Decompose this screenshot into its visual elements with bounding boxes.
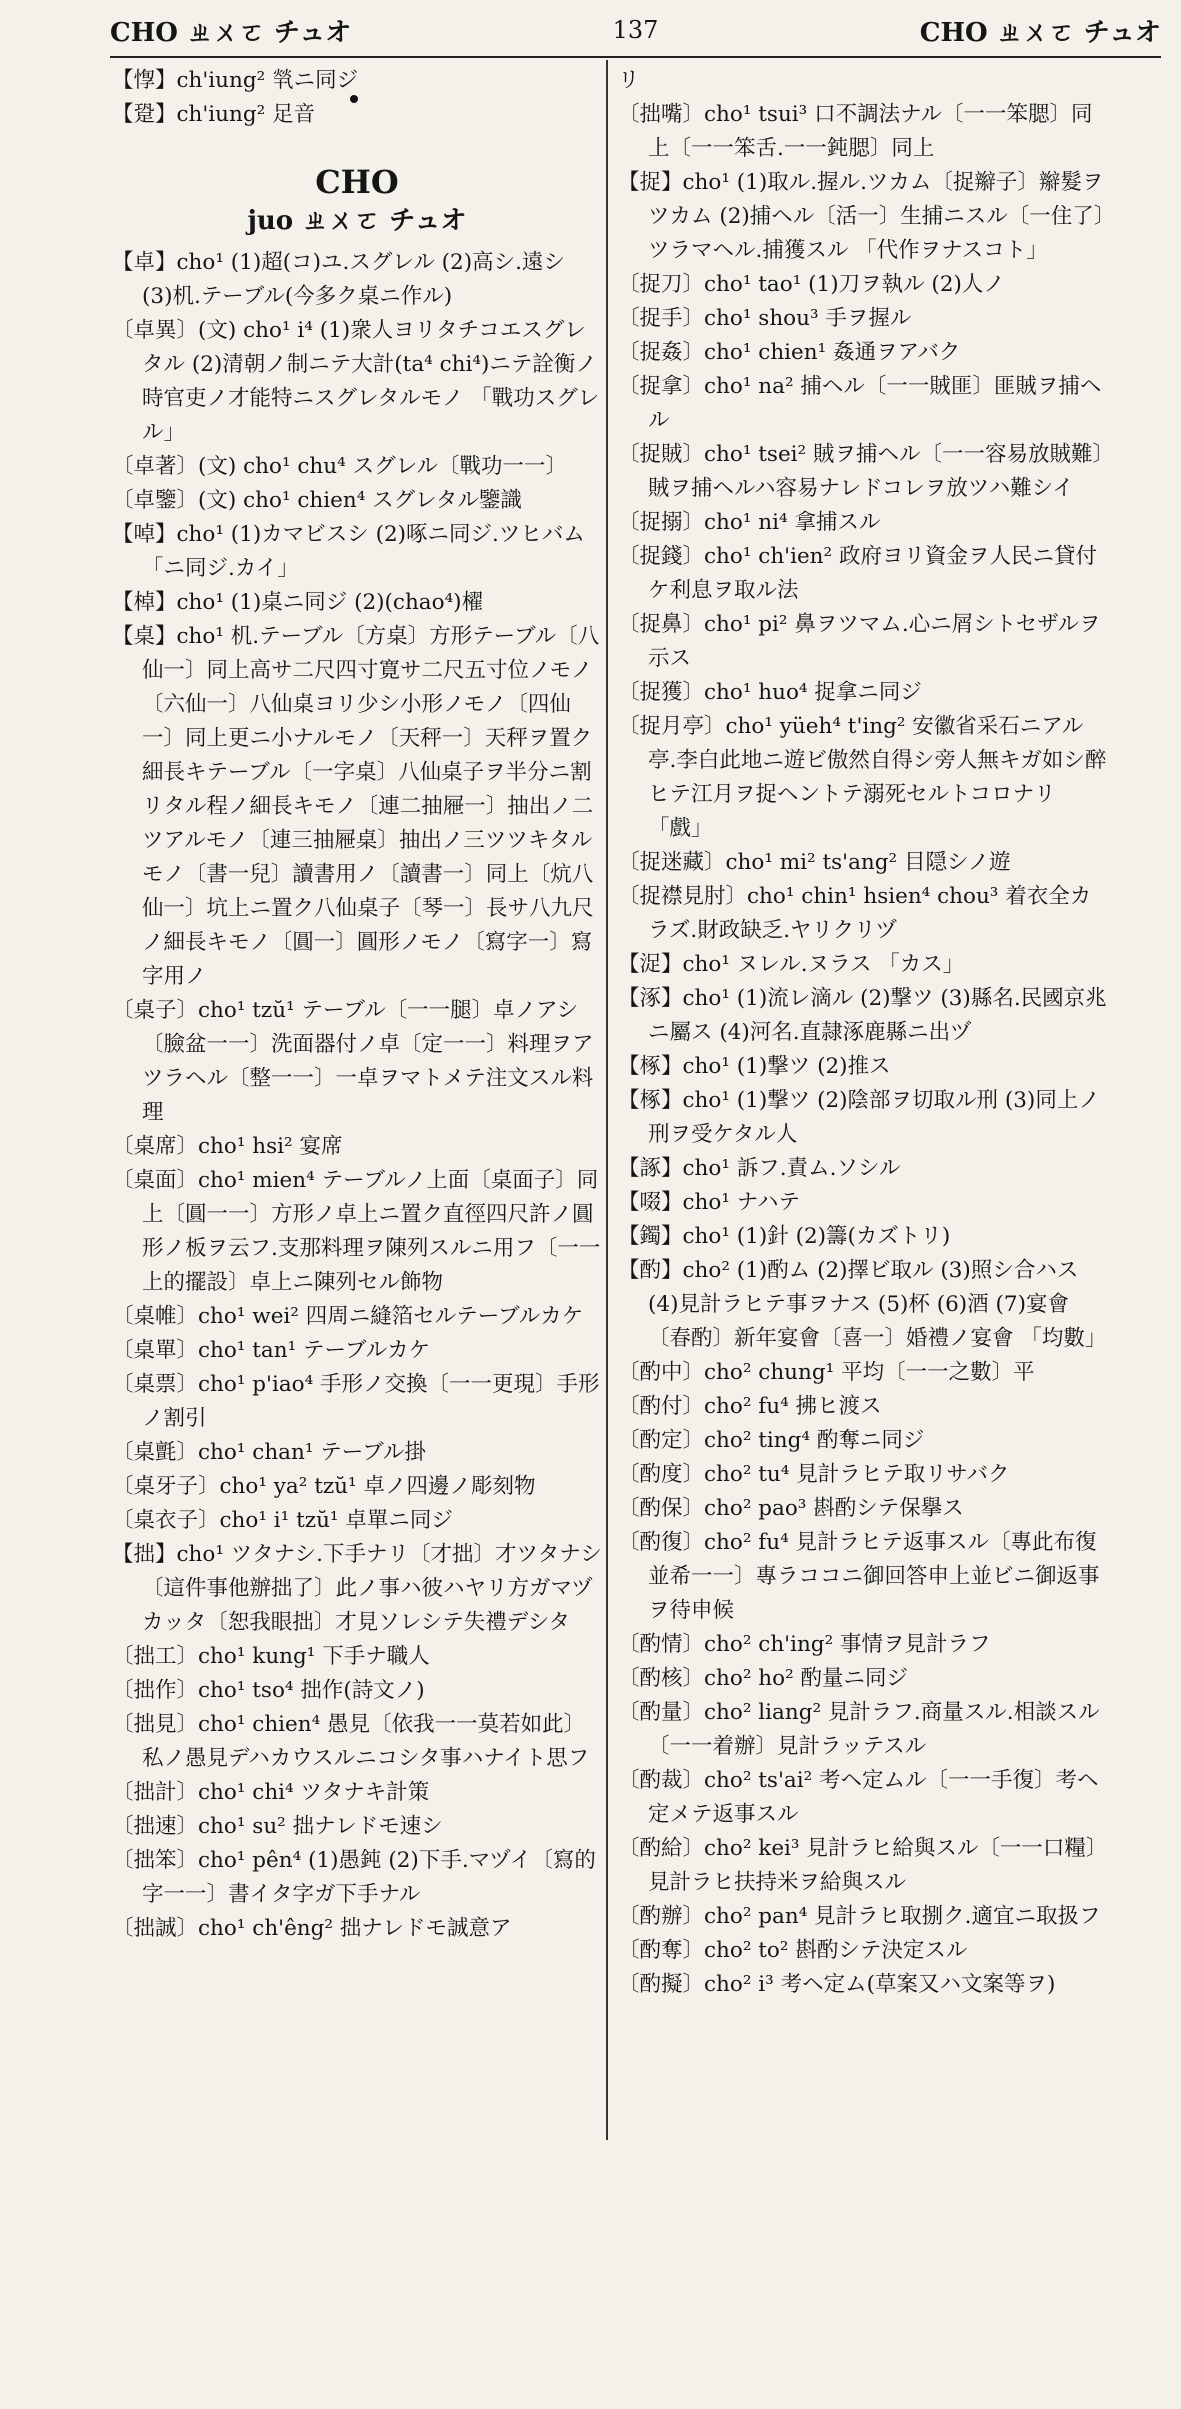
dictionary-entry: 〔拙笨〕cho¹ pên⁴ (1)愚鈍 (2)下手.マヅイ〔寫的字一一〕書イタ字ガ下手ナル <box>112 1848 596 1907</box>
dictionary-entry: 【酌】cho² (1)酌ム (2)擇ビ取ル (3)照シ合ハス (4)見計ラヒテ事ヲナス (5)杯 (6)酒 (7)宴會〔春酌〕新年宴會〔喜一〕婚禮ノ宴會 「均數」 <box>618 1258 1107 1351</box>
dictionary-entry: 〔捉刀〕cho¹ tao¹ (1)刀ヲ執ル (2)人ノ <box>618 272 1005 297</box>
dictionary-entry: 【拙】cho¹ ツタナシ.下手ナリ〔才拙〕才ツタナシ〔這件事他辦拙了〕此ノ事ハ彼ハヤリ方ガマヅカッタ〔恕我眼拙〕才見ソレシテ失禮デシタ <box>112 1542 602 1635</box>
dictionary-entry: 【涿】cho¹ (1)流レ滴ル (2)撃ツ (3)縣名.民國京兆ニ屬ス (4)河名.直隷涿鹿縣ニ出ヅ <box>618 986 1107 1045</box>
dictionary-entry: 〔拙作〕cho¹ tso⁴ 拙作(詩文ノ) <box>112 1678 425 1703</box>
dictionary-entry: 〔桌衣子〕cho¹ i¹ tzŭ¹ 卓單ニ同ジ <box>112 1508 453 1533</box>
dictionary-entry: リ <box>618 68 640 93</box>
section-subtitle: juo ㄓㄨㄛ チュオ <box>247 206 467 236</box>
dictionary-entry: 〔桌帷〕cho¹ wei² 四周ニ縫箔セルテーブルカケ <box>112 1304 584 1329</box>
dictionary-entry: 〔酌量〕cho² liang² 見計ラフ.商量スル.相談スル〔一一着辦〕見計ラッテスル <box>618 1700 1100 1759</box>
dictionary-entry: 〔拙工〕cho¹ kung¹ 下手ナ職人 <box>112 1644 430 1669</box>
header-left: CHO ㄓㄨㄛ チュオ <box>110 17 352 48</box>
dictionary-entry: 【桌】cho¹ 机.テーブル〔方桌〕方形テーブル〔八仙一〕同上高サ二尺四寸寛サ二尺五寸位ノモノ〔六仙一〕八仙桌ヨリ少シ小形ノモノ〔四仙一〕同上更ニ小ナルモノ〔天秤一〕天秤ヲ置ク細長キテーブル〔一字桌〕八仙桌子ヲ半分ニ割リタル程ノ細長キモノ〔連二抽屜一〕抽出ノ二ツアルモノ〔連三抽屜桌〕抽出ノ三ツツキタルモノ〔書一兒〕讀書用ノ〔讀書一〕同上〔炕八仙一〕坑上ニ置ク八仙桌子〔琴一〕長サ八九尺ノ細長キモノ〔圓一〕圓形ノモノ〔寫字一〕寫字用ノ <box>112 624 600 989</box>
right-column <box>618 64 1108 2002</box>
dictionary-entry: 〔桌子〕cho¹ tzŭ¹ テーブル〔一一腿〕卓ノアシ〔臉盆一一〕洗面器付ノ卓〔定一一〕料理ヲアツラヘル〔整一一〕一卓ヲマトメテ注文スル料理 <box>112 998 594 1125</box>
dictionary-entry: 【椓】cho¹ (1)撃ツ (2)推ス <box>618 1054 891 1079</box>
section-title: CHO <box>315 163 399 201</box>
dictionary-entry: 〔酌付〕cho² fu⁴ 拂ヒ渡ス <box>618 1394 882 1419</box>
dictionary-entry: 〔卓鑒〕(文) cho¹ chien⁴ スグレタル鑒識 <box>112 488 522 513</box>
dictionary-entry: 【椓】cho¹ (1)撃ツ (2)陰部ヲ切取ル刑 (3)同上ノ刑ヲ受ケタル人 <box>618 1088 1100 1147</box>
dictionary-entry: 〔拙誠〕cho¹ ch'êng² 拙ナレドモ誠意ア <box>112 1916 512 1941</box>
dictionary-entry: 〔桌票〕cho¹ p'iao⁴ 手形ノ交換〔一一更現〕手形ノ割引 <box>112 1372 600 1431</box>
dictionary-entry: 【啜】cho¹ ナハテ <box>618 1190 800 1215</box>
dictionary-entry: 〔酌辦〕cho² pan⁴ 見計ラヒ取捌ク.適宜ニ取扱フ <box>618 1904 1101 1929</box>
dictionary-entry: 〔酌復〕cho² fu⁴ 見計ラヒテ返事スル〔專此布復並希一一〕專ラココニ御回答申上並ビニ御返事ヲ待申候 <box>618 1530 1100 1623</box>
dictionary-entry: 【浞】cho¹ ヌレル.ヌラス 「カス」 <box>618 952 965 977</box>
header-right: CHO ㄓㄨㄛ チュオ <box>919 17 1161 48</box>
dictionary-entry: 〔捉獲〕cho¹ huo⁴ 捉拿ニ同ジ <box>618 680 922 705</box>
dictionary-entry: 【跫】ch'iung² 足音 <box>112 102 316 127</box>
dictionary-entry: 【惸】ch'iung² 㷀ニ同ジ <box>112 68 359 93</box>
dictionary-entry: 〔酌擬〕cho² i³ 考ヘ定ム(草案又ハ文案等ヲ) <box>618 1972 1056 1997</box>
section-heading <box>112 162 602 240</box>
dictionary-entry: 〔捉迷藏〕cho¹ mi² ts'ang² 目隠シノ遊 <box>618 850 1011 875</box>
dictionary-entry: 〔拙見〕cho¹ chien⁴ 愚見〔依我一一莫若如此〕私ノ愚見デハカウスルニコシタ事ハナイト思フ <box>112 1712 590 1771</box>
dictionary-entry: 〔桌氈〕cho¹ chan¹ テーブル掛 <box>112 1440 426 1465</box>
dictionary-entry: 〔酌定〕cho² ting⁴ 酌奪ニ同ジ <box>618 1428 925 1453</box>
dictionary-entry: 【棹】cho¹ (1)桌ニ同ジ (2)(chao⁴)櫂 <box>112 590 484 615</box>
dictionary-entry: 〔捉姦〕cho¹ chien¹ 姦通ヲアバク <box>618 340 961 365</box>
dictionary-entry: 〔拙速〕cho¹ su² 拙ナレドモ速シ <box>112 1814 443 1839</box>
dictionary-entry: 〔酌奪〕cho² to² 斟酌シテ決定スル <box>618 1938 968 1963</box>
dictionary-entry: 〔捉賊〕cho¹ tsei² 賊ヲ捕ヘル〔一一容易放賊難〕賊ヲ捕ヘルハ容易ナレドコレヲ放ツハ難シイ <box>618 442 1104 501</box>
dictionary-entry: 〔酌給〕cho² kei³ 見計ラヒ給與スル〔一一口糧〕見計ラヒ扶持米ヲ給與スル <box>618 1836 1108 1895</box>
dictionary-entry: 〔酌情〕cho² ch'ing² 事情ヲ見計ラフ <box>618 1632 991 1657</box>
dictionary-entry: 〔拙計〕cho¹ chi⁴ ツタナキ計策 <box>112 1780 430 1805</box>
page-header <box>110 8 1161 52</box>
dictionary-entry: 〔酌中〕cho² chung¹ 平均〔一一之數〕平 <box>618 1360 1035 1385</box>
dictionary-entry: 〔桌單〕cho¹ tan¹ テーブルカケ <box>112 1338 431 1363</box>
dictionary-entry: 〔捉錢〕cho¹ ch'ien² 政府ヨリ資金ヲ人民ニ貸付ケ利息ヲ取ル法 <box>618 544 1097 603</box>
dictionary-entry: 〔捉搦〕cho¹ ni⁴ 拿捕スル <box>618 510 881 535</box>
dictionary-entry: 〔卓異〕(文) cho¹ i⁴ (1)衆人ヨリタチコエスグレタル (2)清朝ノ制ニテ大計(ta⁴ chi⁴)ニテ詮衡ノ時官吏ノ才能特ニスグレタルモノ 「戰功スグレル」 <box>112 318 600 445</box>
dictionary-entry: 〔酌度〕cho² tu⁴ 見計ラヒテ取リサバク <box>618 1462 1010 1487</box>
dictionary-entry: 【捉】cho¹ (1)取ル.握ル.ツカム〔捉辮子〕辮髮ヲツカム (2)捕ヘル〔活一〕生捕ニスル〔一住了〕ツラマヘル.捕獲スル 「代作ヲナスコト」 <box>618 170 1105 263</box>
dictionary-entry: 〔酌保〕cho² pao³ 斟酌シテ保擧ス <box>618 1496 964 1521</box>
dictionary-entry: 〔桌牙子〕cho¹ ya² tzŭ¹ 卓ノ四邊ノ彫刻物 <box>112 1474 536 1499</box>
left-column <box>112 64 602 1946</box>
dictionary-entry: 〔捉襟見肘〕cho¹ chin¹ hsien⁴ chou³ 着衣全カラズ.財政缺乏.ヤリクリヅ <box>618 884 1092 943</box>
dictionary-entry: 【諑】cho¹ 訴フ.責ム.ソシル <box>618 1156 901 1181</box>
dictionary-entry: 〔捉月亭〕cho¹ yüeh⁴ t'ing² 安徽省采石ニアル亭.李白此地ニ遊ビ傲然自得シ旁人無キガ如シ醉ヒテ江月ヲ捉ヘントテ溺死セルトコロナリ 「戲」 <box>618 714 1107 841</box>
dictionary-entry: 【啅】cho¹ (1)カマビスシ (2)啄ニ同ジ.ツヒバム 「ニ同ジ.カイ」 <box>112 522 585 581</box>
dictionary-entry: 〔酌裁〕cho² ts'ai² 考ヘ定ムル〔一一手復〕考ヘ定メテ返事スル <box>618 1768 1099 1827</box>
dictionary-entry: 〔桌面〕cho¹ mien⁴ テーブルノ上面〔桌面子〕同上〔圓一一〕方形ノ卓上ニ置ク直徑四尺許ノ圓形ノ板ヲ云フ.支那料理ヲ陳列スルニ用フ〔一一上的擺設〕卓上ニ陳列セル飾物 <box>112 1168 601 1295</box>
dictionary-entry: 【鐲】cho¹ (1)針 (2)籌(カズトリ) <box>618 1224 951 1249</box>
column-divider <box>606 60 608 2140</box>
dictionary-entry: 〔捉鼻〕cho¹ pi² 鼻ヲツマム.心ニ屑シトセザルヲ示ス <box>618 612 1101 671</box>
page-number: 137 <box>612 16 659 44</box>
dictionary-entry: 〔拙嘴〕cho¹ tsui³ 口不調法ナル〔一一笨腮〕同上〔一一笨舌.一一鈍腮〕同上 <box>618 102 1093 161</box>
dictionary-entry: 〔酌核〕cho² ho² 酌量ニ同ジ <box>618 1666 909 1691</box>
dictionary-entry: 〔卓著〕(文) cho¹ chu⁴ スグレル〔戰功一一〕 <box>112 454 568 479</box>
dictionary-entry: 〔捉拿〕cho¹ na² 捕ヘル〔一一賊匪〕匪賊ヲ捕ヘル <box>618 374 1102 433</box>
dictionary-entry: 【卓】cho¹ (1)超(コ)ユ.スグレル (2)高シ.遠シ (3)机.テーブル(今多ク桌ニ作ル) <box>112 250 565 309</box>
header-rule <box>110 56 1161 58</box>
dictionary-entry: 〔桌席〕cho¹ hsi² 宴席 <box>112 1134 343 1159</box>
dictionary-entry: 〔捉手〕cho¹ shou³ 手ヲ握ル <box>618 306 912 331</box>
